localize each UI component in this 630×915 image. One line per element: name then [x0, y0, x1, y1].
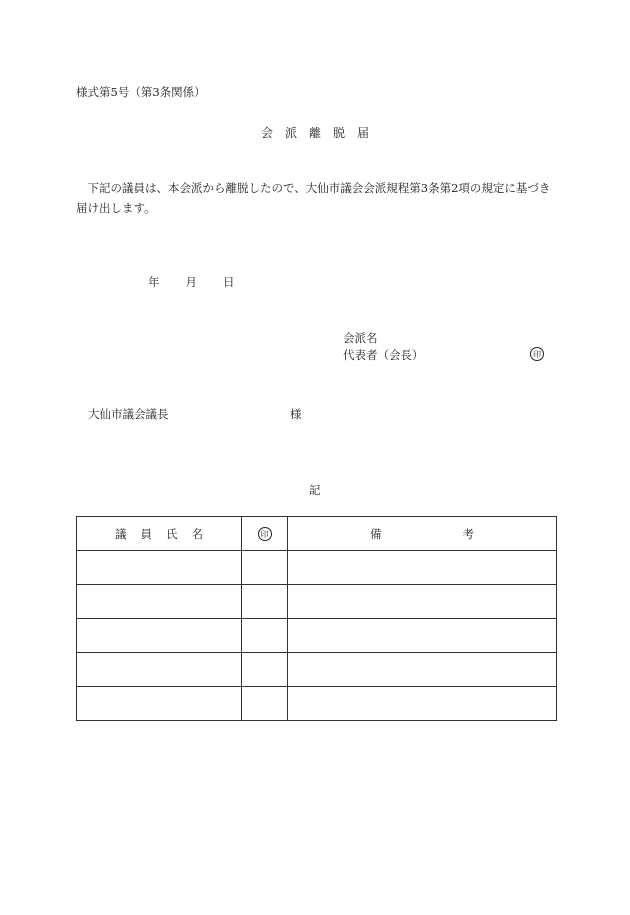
header-char: 考	[462, 526, 474, 541]
year-label: 年	[148, 275, 160, 289]
seal-cell[interactable]	[242, 585, 288, 619]
seal-cell[interactable]	[242, 551, 288, 585]
date-line	[148, 274, 235, 290]
form-number: 様式第5号（第3条関係）	[76, 85, 206, 99]
member-name-cell[interactable]	[77, 585, 242, 619]
table-row	[77, 653, 557, 687]
header-seal	[242, 517, 288, 551]
day-label: 日	[223, 275, 235, 289]
seal-cell[interactable]	[242, 653, 288, 687]
remarks-cell[interactable]	[288, 653, 557, 687]
faction-name-label: 会派名	[343, 331, 378, 345]
table-row	[77, 619, 557, 653]
header-remarks	[288, 517, 557, 551]
member-name-cell[interactable]	[77, 619, 242, 653]
member-name-cell[interactable]	[77, 653, 242, 687]
ki-label: 記	[309, 483, 321, 497]
header-char: 議	[115, 526, 127, 541]
title-char: 会	[260, 126, 273, 140]
members-table	[76, 516, 557, 721]
seal-cell[interactable]	[242, 687, 288, 721]
month-label: 月	[185, 275, 197, 289]
header-char: 備	[370, 526, 382, 541]
representative-label: 代表者（会長）	[343, 348, 424, 362]
remarks-cell[interactable]	[288, 687, 557, 721]
header-member-name	[77, 517, 242, 551]
honorific: 様	[290, 407, 302, 421]
header-char: 名	[191, 526, 203, 541]
member-name-cell[interactable]	[77, 551, 242, 585]
title-char: 派	[284, 126, 297, 140]
body-text: 下記の議員は、本会派から離脱したので、大仙市議会会派規程第3条第2項の規定に基づき届け出します。	[76, 181, 551, 215]
header-char: 員	[140, 526, 152, 541]
seal-mark: 印	[258, 527, 272, 541]
document-title	[0, 124, 630, 141]
remarks-cell[interactable]	[288, 551, 557, 585]
header-char: 氏	[166, 526, 178, 541]
remarks-cell[interactable]	[288, 585, 557, 619]
title-char: 離	[308, 126, 321, 140]
table-row	[77, 551, 557, 585]
title-char: 脱	[333, 126, 346, 140]
member-name-cell[interactable]	[77, 687, 242, 721]
remarks-cell[interactable]	[288, 619, 557, 653]
table-row	[77, 585, 557, 619]
table-header-row	[77, 517, 557, 551]
seal-cell[interactable]	[242, 619, 288, 653]
addressee: 大仙市議会議長	[88, 407, 169, 421]
seal-mark: 印	[530, 347, 544, 361]
table-row	[77, 687, 557, 721]
title-char: 届	[357, 126, 370, 140]
